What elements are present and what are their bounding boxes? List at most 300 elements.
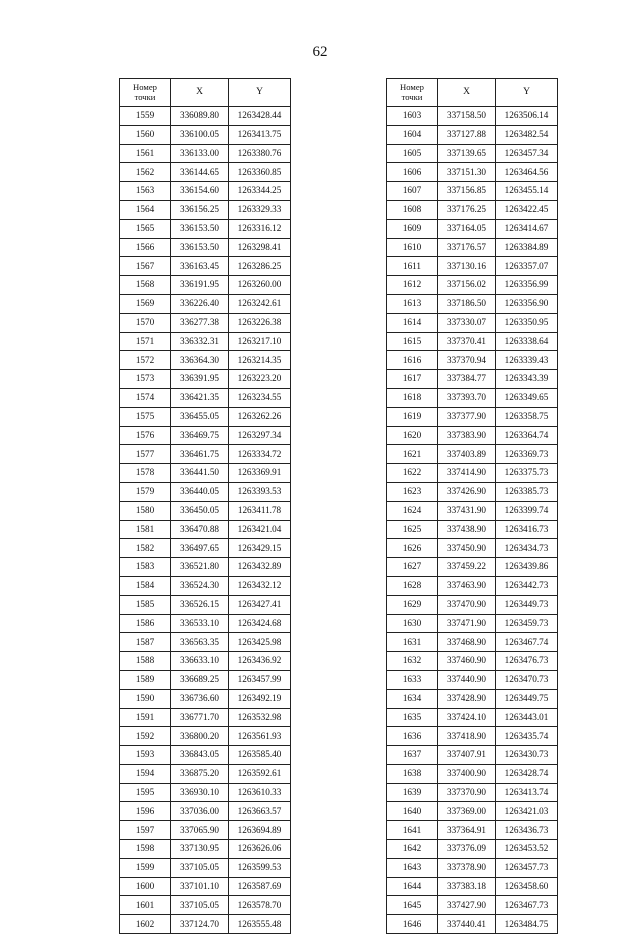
point-number-cell: 1574: [120, 388, 171, 407]
y-coordinate-cell: 1263223.20: [229, 370, 291, 389]
x-coordinate-cell: 336736.60: [171, 689, 229, 708]
x-coordinate-cell: 337164.05: [438, 219, 496, 238]
y-coordinate-cell: 1263416.73: [496, 520, 558, 539]
x-coordinate-cell: 336455.05: [171, 407, 229, 426]
point-number-cell: 1594: [120, 764, 171, 783]
point-number-cell: 1566: [120, 238, 171, 257]
table-row: [120, 182, 291, 201]
y-coordinate-cell: 1263457.99: [229, 670, 291, 689]
x-coordinate-cell: 337370.94: [438, 351, 496, 370]
x-coordinate-cell: 337364.91: [438, 821, 496, 840]
point-number-cell: 1586: [120, 614, 171, 633]
x-coordinate-cell: 337383.90: [438, 426, 496, 445]
y-coordinate-cell: 1263492.19: [229, 689, 291, 708]
x-coordinate-cell: 337065.90: [171, 821, 229, 840]
table-row: [120, 445, 291, 464]
x-coordinate-cell: 336391.95: [171, 370, 229, 389]
point-number-cell: 1603: [387, 107, 438, 126]
table-row: [120, 482, 291, 501]
point-number-cell: 1641: [387, 821, 438, 840]
table-row: [120, 219, 291, 238]
x-coordinate-cell: 337407.91: [438, 746, 496, 765]
x-coordinate-cell: 336470.88: [171, 520, 229, 539]
y-coordinate-cell: 1263430.73: [496, 746, 558, 765]
y-coordinate-cell: 1263482.54: [496, 125, 558, 144]
table-row: [120, 520, 291, 539]
point-number-cell: 1628: [387, 576, 438, 595]
x-coordinate-cell: 336089.80: [171, 107, 229, 126]
point-number-cell: 1640: [387, 802, 438, 821]
point-number-cell: 1633: [387, 670, 438, 689]
x-coordinate-cell: 336421.35: [171, 388, 229, 407]
table-row: [387, 520, 558, 539]
x-coordinate-cell: 337384.77: [438, 370, 496, 389]
point-number-cell: 1625: [387, 520, 438, 539]
coordinates-table-left: [119, 78, 291, 934]
x-coordinate-cell: 337105.05: [171, 858, 229, 877]
y-coordinate-cell: 1263457.34: [496, 144, 558, 163]
point-number-cell: 1593: [120, 746, 171, 765]
point-number-cell: 1584: [120, 576, 171, 595]
point-number-cell: 1598: [120, 840, 171, 859]
y-coordinate-cell: 1263610.33: [229, 783, 291, 802]
table-row: [120, 670, 291, 689]
table-row: [120, 144, 291, 163]
table-row: [120, 294, 291, 313]
table-row: [120, 652, 291, 671]
point-number-cell: 1578: [120, 464, 171, 483]
point-number-cell: 1567: [120, 257, 171, 276]
point-number-cell: 1571: [120, 332, 171, 351]
x-coordinate-cell: 336497.65: [171, 539, 229, 558]
point-number-cell: 1632: [387, 652, 438, 671]
x-coordinate-cell: 336153.50: [171, 238, 229, 257]
x-coordinate-cell: 336875.20: [171, 764, 229, 783]
x-coordinate-cell: 336524.30: [171, 576, 229, 595]
x-coordinate-cell: 337105.05: [171, 896, 229, 915]
x-coordinate-cell: 337127.88: [438, 125, 496, 144]
y-header: Y: [496, 79, 558, 107]
point-number-cell: 1643: [387, 858, 438, 877]
x-coordinate-cell: 337427.90: [438, 896, 496, 915]
x-coordinate-cell: 337470.90: [438, 595, 496, 614]
x-coordinate-cell: 337378.90: [438, 858, 496, 877]
y-coordinate-cell: 1263663.57: [229, 802, 291, 821]
y-coordinate-cell: 1263453.52: [496, 840, 558, 859]
y-coordinate-cell: 1263424.68: [229, 614, 291, 633]
x-coordinate-cell: 337156.85: [438, 182, 496, 201]
table-row: [387, 294, 558, 313]
y-coordinate-cell: 1263360.85: [229, 163, 291, 182]
page-number: 62: [312, 44, 328, 60]
y-coordinate-cell: 1263585.40: [229, 746, 291, 765]
x-coordinate-cell: 337101.10: [171, 877, 229, 896]
y-coordinate-cell: 1263449.73: [496, 595, 558, 614]
table-header-row: [387, 79, 558, 107]
point-number-cell: 1573: [120, 370, 171, 389]
point-number-cell: 1644: [387, 877, 438, 896]
table-row: [387, 182, 558, 201]
table-row: [120, 163, 291, 182]
y-coordinate-cell: 1263458.60: [496, 877, 558, 896]
point-number-cell: 1604: [387, 125, 438, 144]
x-coordinate-cell: 336689.25: [171, 670, 229, 689]
table-header-row: [120, 79, 291, 107]
y-coordinate-cell: 1263436.73: [496, 821, 558, 840]
point-number-cell: 1621: [387, 445, 438, 464]
y-coordinate-cell: 1263626.06: [229, 840, 291, 859]
x-coordinate-cell: 337428.90: [438, 689, 496, 708]
table-row: [387, 652, 558, 671]
x-coordinate-cell: 336843.05: [171, 746, 229, 765]
point-number-cell: 1568: [120, 276, 171, 295]
y-coordinate-cell: 1263298.41: [229, 238, 291, 257]
x-coordinate-cell: 337130.95: [171, 840, 229, 859]
x-coordinate-cell: 337471.90: [438, 614, 496, 633]
x-coordinate-cell: 337186.50: [438, 294, 496, 313]
table-row: [120, 595, 291, 614]
y-coordinate-cell: 1263443.01: [496, 708, 558, 727]
y-coordinate-cell: 1263532.98: [229, 708, 291, 727]
y-coordinate-cell: 1263421.03: [496, 802, 558, 821]
table-row: [120, 877, 291, 896]
table-row: [120, 370, 291, 389]
table-row: [120, 896, 291, 915]
x-coordinate-cell: 337414.90: [438, 464, 496, 483]
x-coordinate-cell: 337370.90: [438, 783, 496, 802]
table-row: [387, 821, 558, 840]
y-coordinate-cell: 1263427.41: [229, 595, 291, 614]
x-coordinate-cell: 337124.70: [171, 915, 229, 934]
x-coordinate-cell: 337393.70: [438, 388, 496, 407]
x-header: X: [171, 79, 229, 107]
table-row: [387, 877, 558, 896]
table-row: [387, 464, 558, 483]
point-number-cell: 1634: [387, 689, 438, 708]
x-coordinate-cell: 337424.10: [438, 708, 496, 727]
point-number-cell: 1619: [387, 407, 438, 426]
y-coordinate-cell: 1263399.74: [496, 501, 558, 520]
point-number-cell: 1617: [387, 370, 438, 389]
y-coordinate-cell: 1263358.75: [496, 407, 558, 426]
y-coordinate-cell: 1263339.43: [496, 351, 558, 370]
point-number-cell: 1597: [120, 821, 171, 840]
table-row: [387, 351, 558, 370]
x-coordinate-cell: 337468.90: [438, 633, 496, 652]
y-coordinate-cell: 1263429.15: [229, 539, 291, 558]
y-coordinate-cell: 1263356.90: [496, 294, 558, 313]
y-coordinate-cell: 1263464.56: [496, 163, 558, 182]
y-coordinate-cell: 1263432.89: [229, 558, 291, 577]
table-row: [120, 107, 291, 126]
x-coordinate-cell: 337176.25: [438, 200, 496, 219]
y-coordinate-cell: 1263432.12: [229, 576, 291, 595]
y-coordinate-cell: 1263316.12: [229, 219, 291, 238]
x-coordinate-cell: 337369.00: [438, 802, 496, 821]
x-coordinate-cell: 336771.70: [171, 708, 229, 727]
table-row: [387, 257, 558, 276]
table-row: [387, 915, 558, 934]
y-coordinate-cell: 1263329.33: [229, 200, 291, 219]
y-coordinate-cell: 1263350.95: [496, 313, 558, 332]
point-number-cell: 1564: [120, 200, 171, 219]
table-row: [387, 802, 558, 821]
y-coordinate-cell: 1263506.14: [496, 107, 558, 126]
point-number-cell: 1622: [387, 464, 438, 483]
x-coordinate-cell: 336226.40: [171, 294, 229, 313]
x-coordinate-cell: 336133.00: [171, 144, 229, 163]
point-number-cell: 1602: [120, 915, 171, 934]
point-number-cell: 1606: [387, 163, 438, 182]
table-row: [387, 708, 558, 727]
x-coordinate-cell: 336633.10: [171, 652, 229, 671]
point-number-cell: 1559: [120, 107, 171, 126]
x-coordinate-cell: 337139.65: [438, 144, 496, 163]
y-coordinate-cell: 1263442.73: [496, 576, 558, 595]
x-coordinate-cell: 337426.90: [438, 482, 496, 501]
table-row: [387, 783, 558, 802]
x-coordinate-cell: 337383.18: [438, 877, 496, 896]
point-number-cell: 1623: [387, 482, 438, 501]
y-coordinate-cell: 1263334.72: [229, 445, 291, 464]
y-coordinate-cell: 1263592.61: [229, 764, 291, 783]
x-coordinate-cell: 337151.30: [438, 163, 496, 182]
table-row: [120, 388, 291, 407]
table-row: [387, 407, 558, 426]
x-coordinate-cell: 336332.31: [171, 332, 229, 351]
y-coordinate-cell: 1263470.73: [496, 670, 558, 689]
point-number-cell: 1600: [120, 877, 171, 896]
point-number-cell: 1560: [120, 125, 171, 144]
y-coordinate-cell: 1263344.25: [229, 182, 291, 201]
x-coordinate-cell: 337463.90: [438, 576, 496, 595]
x-coordinate-cell: 337130.16: [438, 257, 496, 276]
x-coordinate-cell: 336563.35: [171, 633, 229, 652]
table-row: [120, 727, 291, 746]
table-row: [387, 858, 558, 877]
point-number-cell: 1596: [120, 802, 171, 821]
table-row: [120, 407, 291, 426]
y-coordinate-cell: 1263561.93: [229, 727, 291, 746]
table-row: [387, 426, 558, 445]
table-row: [120, 464, 291, 483]
y-coordinate-cell: 1263587.69: [229, 877, 291, 896]
y-coordinate-cell: 1263217.10: [229, 332, 291, 351]
x-coordinate-cell: 337440.90: [438, 670, 496, 689]
y-coordinate-cell: 1263385.73: [496, 482, 558, 501]
point-number-cell: 1591: [120, 708, 171, 727]
table-row: [387, 482, 558, 501]
y-coordinate-cell: 1263421.04: [229, 520, 291, 539]
point-number-cell: 1563: [120, 182, 171, 201]
x-coordinate-cell: 336461.75: [171, 445, 229, 464]
x-coordinate-cell: 337376.09: [438, 840, 496, 859]
x-coordinate-cell: 337330.07: [438, 313, 496, 332]
table-row: [387, 200, 558, 219]
y-coordinate-cell: 1263393.53: [229, 482, 291, 501]
table-row: [120, 576, 291, 595]
y-coordinate-cell: 1263411.78: [229, 501, 291, 520]
point-number-cell: 1631: [387, 633, 438, 652]
table-row: [387, 370, 558, 389]
y-coordinate-cell: 1263369.91: [229, 464, 291, 483]
y-coordinate-cell: 1263425.98: [229, 633, 291, 652]
point-number-cell: 1638: [387, 764, 438, 783]
point-number-cell: 1592: [120, 727, 171, 746]
point-number-cell: 1599: [120, 858, 171, 877]
table-row: [387, 689, 558, 708]
table-row: [387, 576, 558, 595]
table-row: [387, 238, 558, 257]
y-coordinate-cell: 1263297.34: [229, 426, 291, 445]
point-number-cell: 1590: [120, 689, 171, 708]
x-coordinate-cell: 336154.60: [171, 182, 229, 201]
table-row: [120, 802, 291, 821]
x-coordinate-cell: 336533.10: [171, 614, 229, 633]
table-row: [387, 388, 558, 407]
y-header: Y: [229, 79, 291, 107]
y-coordinate-cell: 1263428.74: [496, 764, 558, 783]
point-number-header: Номер точки: [120, 79, 171, 107]
point-number-cell: 1581: [120, 520, 171, 539]
point-number-cell: 1562: [120, 163, 171, 182]
point-number-cell: 1605: [387, 144, 438, 163]
point-number-cell: 1618: [387, 388, 438, 407]
point-number-cell: 1607: [387, 182, 438, 201]
point-number-cell: 1624: [387, 501, 438, 520]
y-coordinate-cell: 1263439.86: [496, 558, 558, 577]
x-coordinate-cell: 336100.05: [171, 125, 229, 144]
point-number-cell: 1577: [120, 445, 171, 464]
point-number-cell: 1615: [387, 332, 438, 351]
point-number-cell: 1626: [387, 539, 438, 558]
x-coordinate-cell: 336153.50: [171, 219, 229, 238]
x-coordinate-cell: 337460.90: [438, 652, 496, 671]
point-number-cell: 1630: [387, 614, 438, 633]
y-coordinate-cell: 1263349.65: [496, 388, 558, 407]
y-coordinate-cell: 1263413.74: [496, 783, 558, 802]
point-number-cell: 1582: [120, 539, 171, 558]
table-row: [387, 445, 558, 464]
y-coordinate-cell: 1263375.73: [496, 464, 558, 483]
y-coordinate-cell: 1263413.75: [229, 125, 291, 144]
x-coordinate-cell: 336440.05: [171, 482, 229, 501]
x-coordinate-cell: 337176.57: [438, 238, 496, 257]
table-row: [387, 896, 558, 915]
y-coordinate-cell: 1263435.74: [496, 727, 558, 746]
y-coordinate-cell: 1263384.89: [496, 238, 558, 257]
point-number-cell: 1611: [387, 257, 438, 276]
table-row: [387, 144, 558, 163]
table-row: [387, 219, 558, 238]
point-number-cell: 1637: [387, 746, 438, 765]
table-row: [120, 821, 291, 840]
y-coordinate-cell: 1263214.35: [229, 351, 291, 370]
table-row: [120, 858, 291, 877]
point-number-cell: 1616: [387, 351, 438, 370]
x-coordinate-cell: 336526.15: [171, 595, 229, 614]
table-row: [120, 764, 291, 783]
y-coordinate-cell: 1263356.99: [496, 276, 558, 295]
x-coordinate-cell: 337377.90: [438, 407, 496, 426]
point-number-cell: 1620: [387, 426, 438, 445]
y-coordinate-cell: 1263449.75: [496, 689, 558, 708]
y-coordinate-cell: 1263414.67: [496, 219, 558, 238]
y-coordinate-cell: 1263343.39: [496, 370, 558, 389]
y-coordinate-cell: 1263286.25: [229, 257, 291, 276]
y-coordinate-cell: 1263476.73: [496, 652, 558, 671]
point-number-cell: 1645: [387, 896, 438, 915]
x-coordinate-cell: 337036.00: [171, 802, 229, 821]
table-row: [120, 840, 291, 859]
point-number-cell: 1565: [120, 219, 171, 238]
x-coordinate-cell: 337438.90: [438, 520, 496, 539]
point-number-cell: 1608: [387, 200, 438, 219]
point-number-cell: 1627: [387, 558, 438, 577]
table-row: [120, 783, 291, 802]
x-coordinate-cell: 337156.02: [438, 276, 496, 295]
point-number-cell: 1613: [387, 294, 438, 313]
y-coordinate-cell: 1263364.74: [496, 426, 558, 445]
x-coordinate-cell: 336163.45: [171, 257, 229, 276]
x-coordinate-cell: 337431.90: [438, 501, 496, 520]
y-coordinate-cell: 1263260.00: [229, 276, 291, 295]
x-coordinate-cell: 336156.25: [171, 200, 229, 219]
x-coordinate-cell: 337403.89: [438, 445, 496, 464]
point-number-cell: 1646: [387, 915, 438, 934]
y-coordinate-cell: 1263380.76: [229, 144, 291, 163]
x-coordinate-cell: 336191.95: [171, 276, 229, 295]
y-coordinate-cell: 1263459.73: [496, 614, 558, 633]
table-row: [120, 746, 291, 765]
x-coordinate-cell: 336441.50: [171, 464, 229, 483]
point-number-cell: 1561: [120, 144, 171, 163]
table-row: [120, 689, 291, 708]
y-coordinate-cell: 1263234.55: [229, 388, 291, 407]
y-coordinate-cell: 1263369.73: [496, 445, 558, 464]
point-number-cell: 1570: [120, 313, 171, 332]
table-row: [120, 915, 291, 934]
point-number-cell: 1579: [120, 482, 171, 501]
x-coordinate-cell: 337158.50: [438, 107, 496, 126]
y-coordinate-cell: 1263242.61: [229, 294, 291, 313]
x-coordinate-cell: 337370.41: [438, 332, 496, 351]
point-number-cell: 1580: [120, 501, 171, 520]
table-row: [387, 595, 558, 614]
y-coordinate-cell: 1263467.73: [496, 896, 558, 915]
point-number-cell: 1575: [120, 407, 171, 426]
y-coordinate-cell: 1263226.38: [229, 313, 291, 332]
x-coordinate-cell: 336364.30: [171, 351, 229, 370]
x-coordinate-cell: 337400.90: [438, 764, 496, 783]
table-row: [387, 332, 558, 351]
table-row: [387, 276, 558, 295]
x-coordinate-cell: 337459.22: [438, 558, 496, 577]
point-number-cell: 1601: [120, 896, 171, 915]
table-row: [387, 539, 558, 558]
table-row: [387, 840, 558, 859]
table-row: [387, 501, 558, 520]
point-number-cell: 1609: [387, 219, 438, 238]
table-row: [120, 426, 291, 445]
table-row: [120, 708, 291, 727]
table-row: [120, 257, 291, 276]
x-coordinate-cell: 337440.41: [438, 915, 496, 934]
table-row: [387, 727, 558, 746]
x-coordinate-cell: 336800.20: [171, 727, 229, 746]
table-row: [120, 614, 291, 633]
table-row: [387, 670, 558, 689]
